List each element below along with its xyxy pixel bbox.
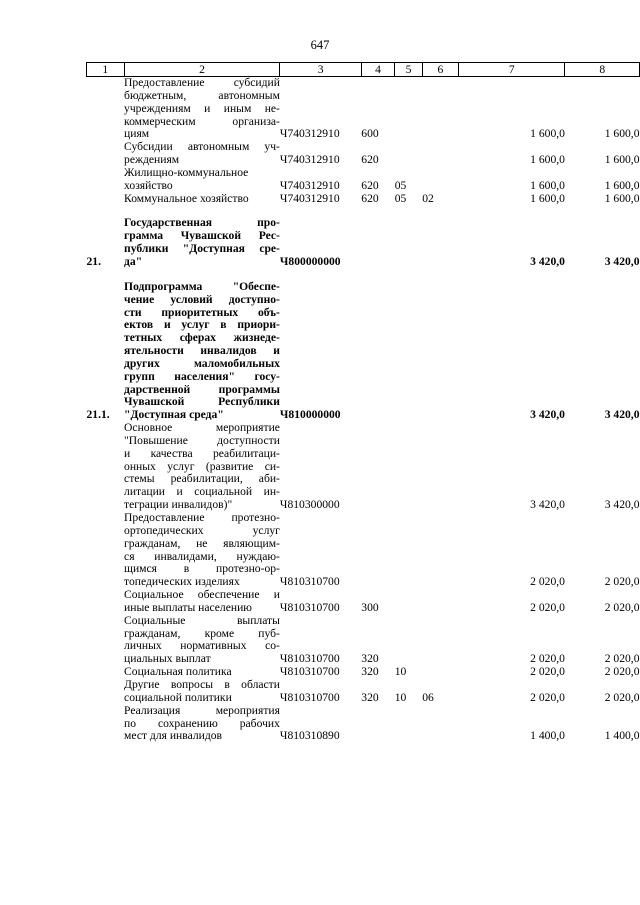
page-number: 647 — [310, 38, 330, 52]
row-name-line: Другие вопросы в области — [124, 677, 280, 691]
row-name-line: Социальная политика — [124, 665, 232, 679]
row-name-line: публики "Доступная сре- — [124, 242, 280, 256]
row-name-line: гражданам, не являющим- — [124, 536, 280, 550]
row-name-line: стемы реабилитации, аби- — [124, 472, 280, 486]
expense-type-code: 620 — [361, 153, 379, 167]
subsection-code — [422, 615, 458, 666]
table-row — [87, 679, 640, 705]
row-number — [87, 679, 125, 705]
table-row — [87, 193, 640, 206]
budget-table — [86, 62, 640, 743]
row-name-line: социальной политики — [124, 690, 232, 704]
row-name-line: литации и социальной ин- — [124, 485, 280, 499]
subsection-code — [422, 589, 458, 615]
subsection-code — [422, 512, 458, 589]
table-row — [87, 615, 640, 666]
row-number — [87, 705, 125, 744]
row-name — [124, 422, 280, 512]
amount-col-7: 3 420,0 — [530, 498, 565, 512]
row-number — [87, 512, 125, 589]
section-code: 05 — [394, 178, 407, 192]
row-name-line: мест для инвалидов — [124, 729, 222, 743]
row-name — [124, 512, 280, 589]
target-article-code: Ч810310890 — [279, 729, 340, 743]
row-name — [124, 589, 280, 615]
row-name-line: грамма Чувашской Рес- — [124, 229, 280, 243]
subsection-code: 06 — [422, 690, 434, 704]
expense-type-code: 620 — [361, 191, 379, 205]
expense-type-code: 320 — [361, 690, 379, 704]
amount-col-8: 3 420,0 — [604, 254, 640, 268]
row-name-line: онных услуг (развитие си- — [124, 459, 280, 473]
target-article-code: Ч810310700 — [279, 652, 340, 666]
amount-col-7: 1 400,0 — [530, 729, 565, 743]
table-header — [87, 63, 640, 77]
expense-type-code: 600 — [361, 127, 379, 141]
table-row — [87, 705, 640, 744]
row-name-line: иные выплаты населению — [124, 600, 252, 614]
row-name-line: сти приоритетных объ- — [124, 305, 280, 319]
amount-col-8: 1 400,0 — [604, 729, 640, 743]
table-body — [87, 77, 640, 744]
target-article-code: Ч740312910 — [279, 178, 340, 192]
table-row — [87, 512, 640, 589]
table-row — [87, 167, 640, 193]
row-name-line: "Доступная среда" — [124, 408, 224, 422]
expense-type-code — [361, 281, 394, 422]
section-code — [395, 589, 423, 615]
amount-col-7: 1 600,0 — [530, 191, 565, 205]
subsection-code — [422, 167, 458, 193]
section-code: 10 — [394, 665, 407, 679]
amount-col-7: 3 420,0 — [530, 254, 565, 268]
section-code — [395, 512, 423, 589]
target-article-code: Ч810310700 — [279, 665, 340, 679]
target-article-code: Ч810310700 — [279, 575, 340, 589]
row-number: 21.1. — [86, 408, 110, 422]
subsection-code — [422, 217, 458, 268]
row-name-line: ортопедических услуг — [124, 523, 280, 537]
row-name-line: теграции инвалидов)" — [124, 498, 233, 512]
row-name-line: Субсидии автономным уч- — [124, 140, 280, 154]
section-code — [395, 615, 423, 666]
amount-col-7: 2 020,0 — [530, 575, 565, 589]
row-name — [124, 167, 280, 193]
subsection-code — [422, 281, 458, 422]
section-code — [395, 141, 423, 167]
column-header-4: 4 — [361, 63, 394, 77]
column-header-8: 8 — [565, 63, 640, 77]
row-name-line: Предоставление субсидий — [124, 76, 280, 89]
target-article-code: Ч810310700 — [279, 600, 340, 614]
row-name-line: личных нормативных со- — [124, 639, 280, 653]
column-header-2: 2 — [124, 63, 280, 77]
amount-col-7: 3 420,0 — [530, 408, 565, 422]
column-header-3: 3 — [280, 63, 361, 77]
row-number — [87, 193, 125, 206]
amount-col-7: 1 600,0 — [530, 178, 565, 192]
row-name-line: гражданам, кроме пуб- — [124, 626, 280, 640]
section-code: 10 — [394, 690, 407, 704]
amount-col-7: 2 020,0 — [530, 652, 565, 666]
section-code — [395, 217, 423, 268]
row-name-line: Основное мероприятие — [124, 421, 280, 435]
row-name-line: Социальные выплаты — [124, 613, 280, 627]
row-name — [124, 217, 280, 268]
amount-col-7: 2 020,0 — [530, 600, 565, 614]
table-row — [87, 281, 640, 422]
row-name — [124, 679, 280, 705]
expense-type-code: 620 — [361, 178, 379, 192]
amount-col-8: 2 020,0 — [604, 575, 640, 589]
column-header-7: 7 — [458, 63, 564, 77]
row-name-line: других маломобильных — [124, 356, 280, 370]
row-number — [87, 141, 125, 167]
row-name-line: щимся в протезно-ор- — [124, 562, 280, 576]
row-number — [87, 589, 125, 615]
amount-col-7: 1 600,0 — [530, 153, 565, 167]
row-name — [124, 281, 280, 422]
target-article-code: Ч740312910 — [279, 153, 340, 167]
section-code — [395, 77, 423, 142]
amount-col-8: 3 420,0 — [604, 408, 640, 422]
column-header-5: 5 — [395, 63, 423, 77]
expense-type-code: 320 — [361, 665, 379, 679]
target-article-code: Ч800000000 — [279, 254, 341, 268]
row-name-line: дарственной программы — [124, 382, 280, 396]
target-article-code: Ч810310700 — [279, 690, 340, 704]
subsection-code — [422, 141, 458, 167]
subsection-code — [422, 77, 458, 142]
row-name-line: коммерческим организа- — [124, 114, 280, 128]
target-article-code: Ч810000000 — [279, 408, 341, 422]
amount-col-8: 1 600,0 — [604, 178, 640, 192]
row-number — [87, 615, 125, 666]
row-spacer — [87, 269, 640, 281]
row-name-line: ятельности инвалидов и — [124, 344, 280, 358]
amount-col-8: 1 600,0 — [604, 191, 640, 205]
row-name-line: Реализация мероприятия — [124, 703, 280, 717]
section-code: 05 — [394, 191, 407, 205]
row-name-line: топедических изделиях — [124, 575, 240, 589]
amount-col-7: 2 020,0 — [530, 690, 565, 704]
row-name-line: Государственная про- — [124, 216, 280, 230]
amount-col-8: 1 600,0 — [604, 127, 640, 141]
subsection-code — [422, 666, 458, 679]
table-row — [87, 77, 640, 142]
row-name — [124, 615, 280, 666]
row-number: 21. — [86, 254, 101, 268]
row-name-line: Социальное обеспечение и — [124, 588, 280, 602]
row-name-line: ся инвалидами, нуждаю- — [124, 549, 280, 563]
row-name-line: Подпрограмма "Обеспе- — [124, 279, 280, 293]
row-number — [87, 167, 125, 193]
row-name-line: циальных выплат — [124, 652, 211, 666]
expense-type-code — [361, 705, 394, 744]
row-name-line: Чувашской Республики — [124, 395, 280, 409]
row-name — [124, 705, 280, 744]
subsection-code — [422, 705, 458, 744]
target-article-code: Ч740312910 — [279, 191, 340, 205]
row-name-line: Коммунальное хозяйство — [124, 191, 249, 205]
expense-type-code: 300 — [361, 600, 379, 614]
table-row — [87, 141, 640, 167]
amount-col-8: 2 020,0 — [604, 665, 640, 679]
amount-col-8: 2 020,0 — [604, 652, 640, 666]
row-number — [87, 422, 125, 512]
row-name-line: Предоставление протезно- — [124, 511, 280, 524]
table-row — [87, 422, 640, 512]
row-name-line: Жилищно-коммунальное — [124, 165, 249, 179]
row-name-line: "Повышение доступности — [124, 433, 280, 447]
row-name-line: по сохранению рабочих — [124, 716, 280, 730]
row-name-line: ектов и услуг в приори- — [124, 318, 280, 332]
row-name-line: групп населения" госу- — [124, 369, 280, 383]
target-article-code: Ч740312910 — [279, 127, 340, 141]
row-name — [124, 77, 280, 142]
amount-col-7: 1 600,0 — [530, 127, 565, 141]
expense-type-code: 320 — [361, 652, 379, 666]
table-row — [87, 217, 640, 268]
table-row — [87, 589, 640, 615]
row-name — [124, 141, 280, 167]
expense-type-code — [361, 422, 394, 512]
subsection-code — [422, 422, 458, 512]
row-name-line: реждениям — [124, 153, 180, 167]
column-header-6: 6 — [422, 63, 458, 77]
expense-type-code — [361, 512, 394, 589]
amount-col-8: 3 420,0 — [604, 498, 640, 512]
column-header-1: 1 — [87, 63, 125, 77]
row-name-line: хозяйство — [124, 178, 173, 192]
amount-col-8: 1 600,0 — [604, 153, 640, 167]
row-number — [87, 666, 125, 679]
expense-type-code — [361, 217, 394, 268]
section-code — [395, 281, 423, 422]
amount-col-8: 2 020,0 — [604, 690, 640, 704]
row-name-line: и качества реабилитаци- — [124, 446, 280, 460]
row-number — [87, 77, 125, 142]
amount-col-7: 2 020,0 — [530, 665, 565, 679]
section-code — [395, 422, 423, 512]
row-name — [124, 193, 280, 206]
row-name-line: учреждениям и иным не- — [124, 101, 280, 115]
subsection-code: 02 — [422, 191, 434, 205]
row-name-line: циям — [124, 127, 150, 141]
amount-col-8: 2 020,0 — [604, 600, 640, 614]
row-name-line: бюджетным, автономным — [124, 88, 280, 102]
row-name-line: чение условий доступно- — [124, 292, 280, 306]
row-name-line: да" — [124, 254, 143, 268]
row-name-line: тетных сферах жизнеде- — [124, 331, 280, 345]
target-article-code: Ч810300000 — [279, 498, 340, 512]
section-code — [395, 705, 423, 744]
